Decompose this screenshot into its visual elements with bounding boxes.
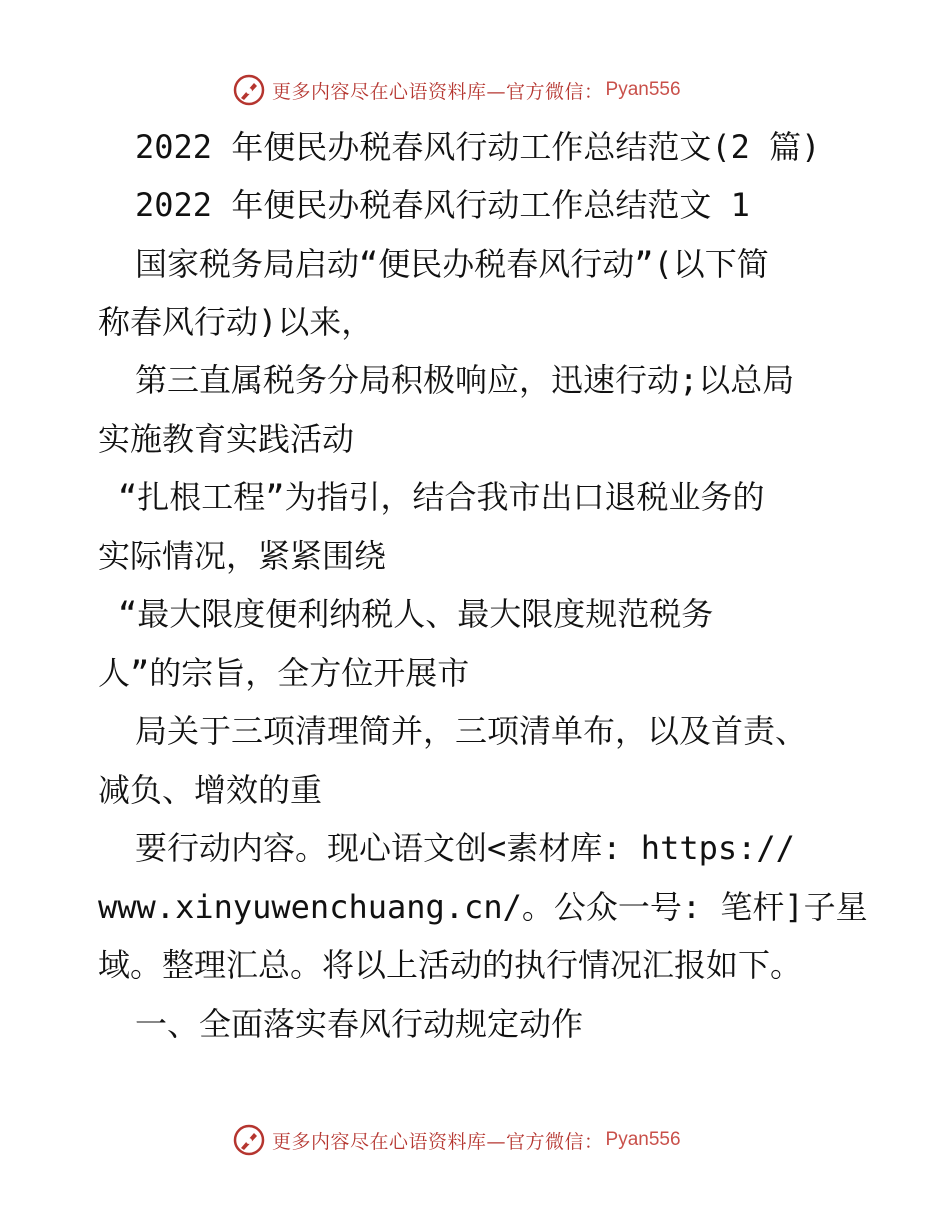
watermark-contact: Pyan556: [605, 1129, 681, 1150]
body-line: 减负、增效的重: [98, 771, 323, 809]
footer-watermark: [232, 1122, 681, 1158]
quill-seal-icon: [232, 73, 266, 107]
body-line: 国家税务局启动“便民办税春风行动”(以下简: [135, 245, 769, 283]
body-line: www.xinyuwenchuang.cn/。公众一号: 笔杆]子星: [98, 888, 868, 926]
header-watermark: [232, 72, 681, 108]
body-line: 要行动内容。现心语文创<素材库: https://: [135, 829, 795, 867]
quill-seal-icon: [232, 1123, 266, 1157]
body-line: “扎根工程”为指引，结合我市出口退税业务的: [118, 478, 765, 516]
section-title: 2022 年便民办税春风行动工作总结范文 1: [135, 186, 750, 224]
body-line: 实际情况，紧紧围绕: [98, 537, 387, 575]
watermark-contact: Pyan556: [605, 79, 681, 100]
body-line: 人”的宗旨，全方位开展市: [98, 654, 470, 692]
watermark-text: 更多内容尽在心语资料库—官方微信：: [272, 1130, 604, 1153]
body-line: 称春风行动)以来，: [98, 303, 374, 341]
body-line: “最大限度便利纳税人、最大限度规范税务: [118, 595, 714, 633]
body-line: 第三直属税务分局积极响应，迅速行动;以总局: [135, 361, 795, 399]
body-line: 域。整理汇总。将以上活动的执行情况汇报如下。: [98, 946, 803, 984]
body-line: 局关于三项清理简并，三项清单布，以及首责、: [135, 712, 808, 750]
watermark-text: 更多内容尽在心语资料库—官方微信：: [272, 80, 604, 103]
document-title: 2022 年便民办税春风行动工作总结范文(2 篇): [135, 128, 821, 166]
body-line: 实施教育实践活动: [98, 420, 355, 458]
section-heading: 一、全面落实春风行动规定动作: [135, 1005, 584, 1043]
